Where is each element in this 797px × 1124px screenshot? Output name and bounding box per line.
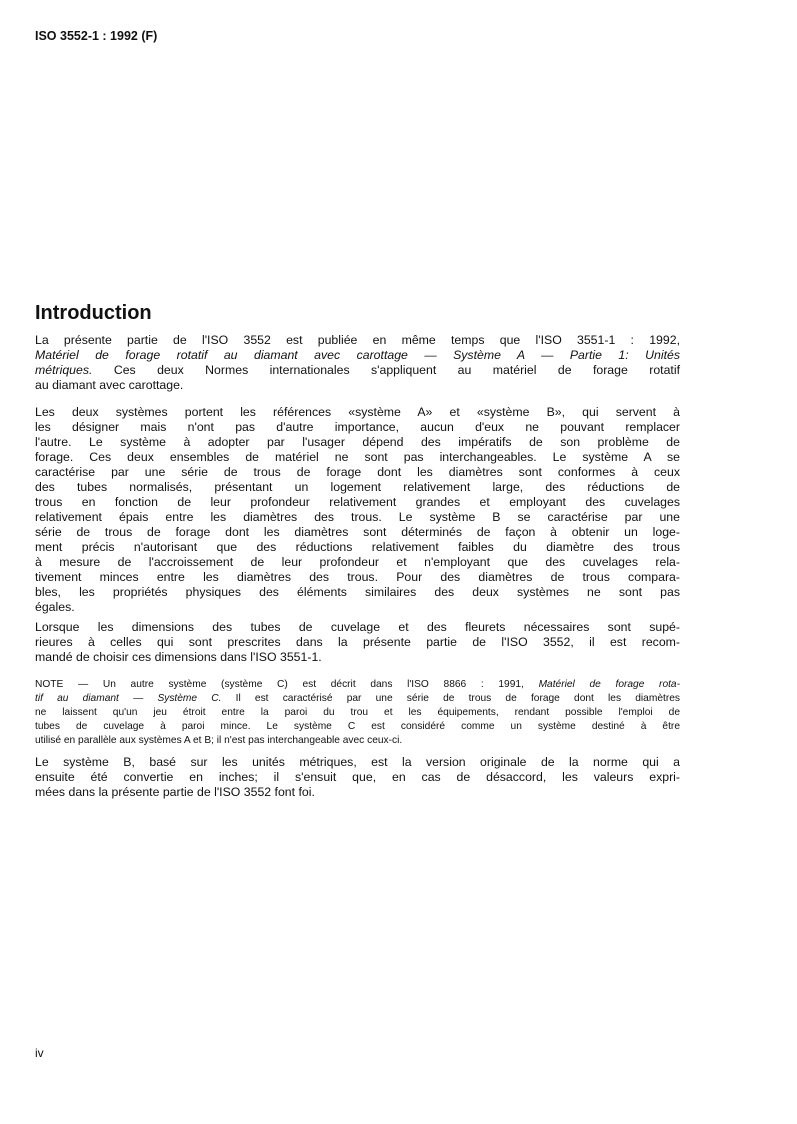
text-line [35,706,680,720]
text-line [35,480,680,495]
text-segment: Le système B, basé sur les unités métriques, est la version originale de la norme qui a [35,755,680,769]
text-line [35,692,680,706]
text-line [35,495,680,510]
text-segment: ment précis n'autorisant que des réductions relativement faibles du diamètre des trous [35,540,680,554]
text-segment: NOTE — Un autre système (système C) est décrit dans l'ISO 8866 : 1991, [35,679,539,690]
text-segment: rieures à celles qui sont prescrites dans la présente partie de l'ISO 3552, il est recom- [35,635,680,649]
text-segment: relativement épais entre les diamètres des trous. Le système B se caractérise par une [35,510,680,524]
text-line [35,720,680,734]
text-segment: série de trous de forage dont les diamètres sont déterminés de façon à obtenir un loge- [35,525,680,539]
text-line [35,525,680,540]
paragraph-systems [35,405,680,615]
text-line [35,570,680,585]
text-line [35,770,680,785]
paragraph-dimensions [35,620,680,665]
italic-text: métriques. [35,363,93,377]
text-line [35,600,680,615]
text-segment: bles, les propriétés physiques des éléments similaires des deux systèmes ne sont pas [35,585,680,599]
text-segment: forage. Ces deux ensembles de matériel ne sont pas interchangeables. Le système A se [35,450,680,464]
text-line [35,540,680,555]
text-segment: utilisé en parallèle aux systèmes A et B; il n'est pas interchangeable avec ceux-ci. [35,735,403,746]
text-line [35,785,680,800]
text-line [35,333,680,348]
text-segment: mées dans la présente partie de l'ISO 3552 font foi. [35,785,315,799]
text-segment: mandé de choisir ces dimensions dans l'ISO 3551-1. [35,650,322,664]
text-segment: l'autre. Le système à adopter par l'usager dépend des impératifs de son problème de [35,435,680,449]
text-segment: à mesure de l'accroissement de leur profondeur et n'employant que des cuvelages rela- [35,555,680,569]
page-number: iv [35,1046,44,1060]
text-segment: La présente partie de l'ISO 3552 est publiée en même temps que l'ISO 3551-1 : 1992, [35,333,680,347]
text-line [35,755,680,770]
text-segment: égales. [35,600,75,614]
paragraph-system-b [35,755,680,800]
text-segment: Ces deux Normes internationales s'appliquent au matériel de forage rotatif [92,363,680,377]
text-segment: au diamant avec carottage. [35,378,184,392]
text-line [35,465,680,480]
text-segment: caractérise par une série de trous de forage dont les diamètres sont conformes à ceux [35,465,680,479]
text-segment: les désigner mais n'ont pas d'autre importance, aucun d'eux ne pouvant remplacer [35,420,680,434]
paragraph-intro [35,333,680,393]
text-line [35,635,680,650]
text-segment: Il est caractérisé par une série de trous de forage dont les diamètres [221,693,680,704]
text-line [35,585,680,600]
text-line [35,405,680,420]
italic-text: tif au diamant — Système C. [35,693,222,704]
italic-text: Matériel de forage rotatif au diamant avec carottage — Système A — Partie 1: Unités [35,348,680,362]
text-line [35,363,680,378]
text-segment: ne laissent qu'un jeu étroit entre la paroi du trou et les équipements, rendant possible l'emploi de [35,707,680,718]
text-line [35,555,680,570]
text-line [35,450,680,465]
text-line [35,435,680,450]
text-line [35,678,680,692]
text-segment: ensuite été convertie en inches; il s'ensuit que, en cas de désaccord, les valeurs expri- [35,770,680,784]
text-line [35,620,680,635]
text-segment: des tubes normalisés, présentant un logement relativement large, des réductions de [35,480,680,494]
note-paragraph [35,678,680,748]
text-line [35,348,680,363]
text-line [35,378,680,393]
text-segment: trous en fonction de leur profondeur relativement grandes et employant des cuvelages [35,495,680,509]
text-segment: Les deux systèmes portent les références «système A» et «système B», qui servent à [35,405,680,419]
section-title: Introduction [35,302,152,324]
text-segment: tivement minces entre les diamètres des trous. Pour des diamètres de trous compara- [35,570,680,584]
italic-text: Matériel de forage rota- [538,679,680,690]
document-header: ISO 3552-1 : 1992 (F) [35,29,158,43]
text-line [35,420,680,435]
text-segment: Lorsque les dimensions des tubes de cuvelage et des fleurets nécessaires sont supé- [35,620,680,634]
text-line [35,650,680,665]
text-line [35,510,680,525]
text-line [35,734,680,748]
text-segment: tubes de cuvelage à paroi mince. Le système C est considéré comme un système destiné à être [35,721,680,732]
